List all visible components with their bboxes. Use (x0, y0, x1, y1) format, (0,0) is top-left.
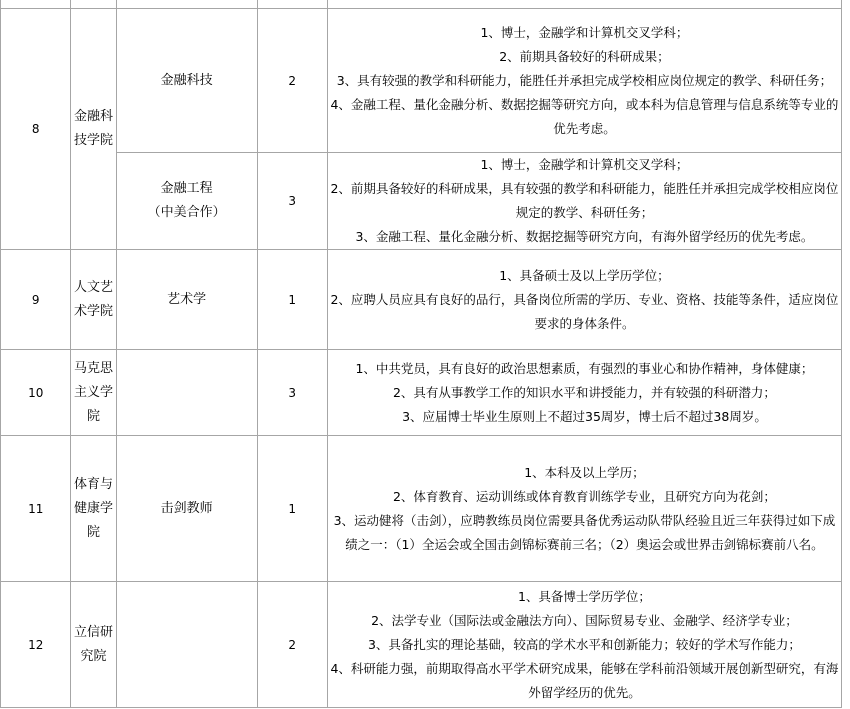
requirement-line: 3、具备扎实的理论基础，较高的学术水平和创新能力；较好的学术写作能力； (367, 636, 801, 652)
requirements-cell (327, 9, 841, 153)
no-cell: 9 (1, 250, 71, 350)
requirement-line: 2、前期具备较好的科研成果； (499, 48, 670, 64)
position-cell (116, 9, 257, 153)
no-cell: 8 (1, 9, 71, 250)
table-row (1, 153, 842, 250)
requirement-line: 1、具备硕士及以上学历学位； (499, 267, 670, 283)
requirement-line: 3、运动健将（击剑），应聘教练员岗位需要具备优秀运动队带队经验且近三年获得过如下成绩之一：（1）全运会或全国击剑锦标赛前三名；（2）奥运会或世界击剑锦标赛前八名。 (333, 512, 836, 552)
requirement-line: 2、应聘人员应具有良好的品行，具备岗位所需的学历、专业、资格、技能等条件，适应岗位要求的身体条件。 (330, 291, 839, 331)
requirement-line: 2、前期具备较好的科研成果，具有较强的教学和科研能力，能胜任并承担完成学校相应岗位规定的教学、科研任务； (330, 181, 839, 220)
position-name-sub: （中美合作） (147, 205, 226, 220)
college-cell: 人文艺术学院 (71, 250, 116, 350)
position-name: 击剑教师 (160, 500, 213, 516)
college-cell (71, 0, 116, 9)
count-cell: 2 (257, 582, 327, 708)
requirements-cell (327, 153, 841, 250)
requirements-cell (327, 250, 841, 350)
no-cell: 11 (1, 436, 71, 582)
position-cell (116, 436, 257, 582)
college-cell: 马克思主义学院 (71, 350, 116, 436)
count-cell: 1 (257, 436, 327, 582)
count-cell: 3 (257, 153, 327, 250)
requirement-line: 1、本科及以上学历； (524, 464, 645, 480)
college-cell: 立信研究院 (71, 582, 116, 708)
count-cell (257, 0, 327, 9)
table-row (1, 350, 842, 436)
requirements-cell (327, 436, 841, 582)
position-cell (116, 0, 257, 9)
no-cell (1, 0, 71, 9)
college-cell: 体育与健康学院 (71, 436, 116, 582)
requirement-line: 4、金融工程、量化金融分析、数据挖掘等研究方向，或本科为信息管理与信息系统等专业的优先考虑。 (330, 96, 839, 136)
requirement-line: 1、中共党员，具有良好的政治思想素质，有强烈的事业心和协作精神，身体健康； (355, 360, 814, 376)
college-cell: 金融科技学院 (71, 9, 116, 250)
no-cell: 12 (1, 582, 71, 708)
requirement-line: 3、金融工程、量化金融分析、数据挖掘等研究方向，有海外留学经历的优先考虑。 (355, 229, 814, 244)
requirements-cell (327, 350, 841, 436)
table-row (1, 250, 842, 350)
requirement-line: 2、体育教育、运动训练或体育教育训练学专业，且研究方向为花剑； (392, 488, 776, 504)
position-cell (116, 153, 257, 250)
requirement-line: 2、法学专业（国际法或金融法方向）、国际贸易专业、金融学、经济学专业； (371, 612, 798, 628)
requirement-line: 4、科研能力强，前期取得高水平学术研究成果，能够在学科前沿领域开展创新型研究，有海外留学经历的优先。 (330, 660, 839, 700)
requirements-cell (327, 582, 841, 708)
table-row (1, 9, 842, 153)
count-cell: 1 (257, 250, 327, 350)
position-name: 金融科技 (160, 72, 213, 88)
requirement-line: 3、具有较强的教学和科研能力，能胜任并承担完成学校相应岗位规定的教学、科研任务； (336, 72, 833, 88)
position-cell (116, 250, 257, 350)
table-row-cutoff (1, 0, 842, 9)
position-name: 金融工程 (160, 181, 213, 196)
requirement-line: 2、具有从事教学工作的知识水平和讲授能力，并有较强的科研潜力； (392, 384, 776, 400)
no-cell: 10 (1, 350, 71, 436)
requirement-line: 1、博士，金融学和计算机交叉学科； (480, 157, 689, 172)
requirements-cell (327, 0, 841, 9)
position-name: 艺术学 (167, 291, 207, 307)
table-row (1, 582, 842, 708)
table-row (1, 436, 842, 582)
requirement-line: 3、应届博士毕业生原则上不超过35周岁，博士后不超过38周岁。 (402, 408, 767, 424)
requirement-line: 1、博士，金融学和计算机交叉学科； (480, 24, 689, 40)
position-cell (116, 350, 257, 436)
requirement-line: 1、具备博士学历学位； (517, 588, 651, 604)
position-cell (116, 582, 257, 708)
count-cell: 2 (257, 9, 327, 153)
count-cell: 3 (257, 350, 327, 436)
